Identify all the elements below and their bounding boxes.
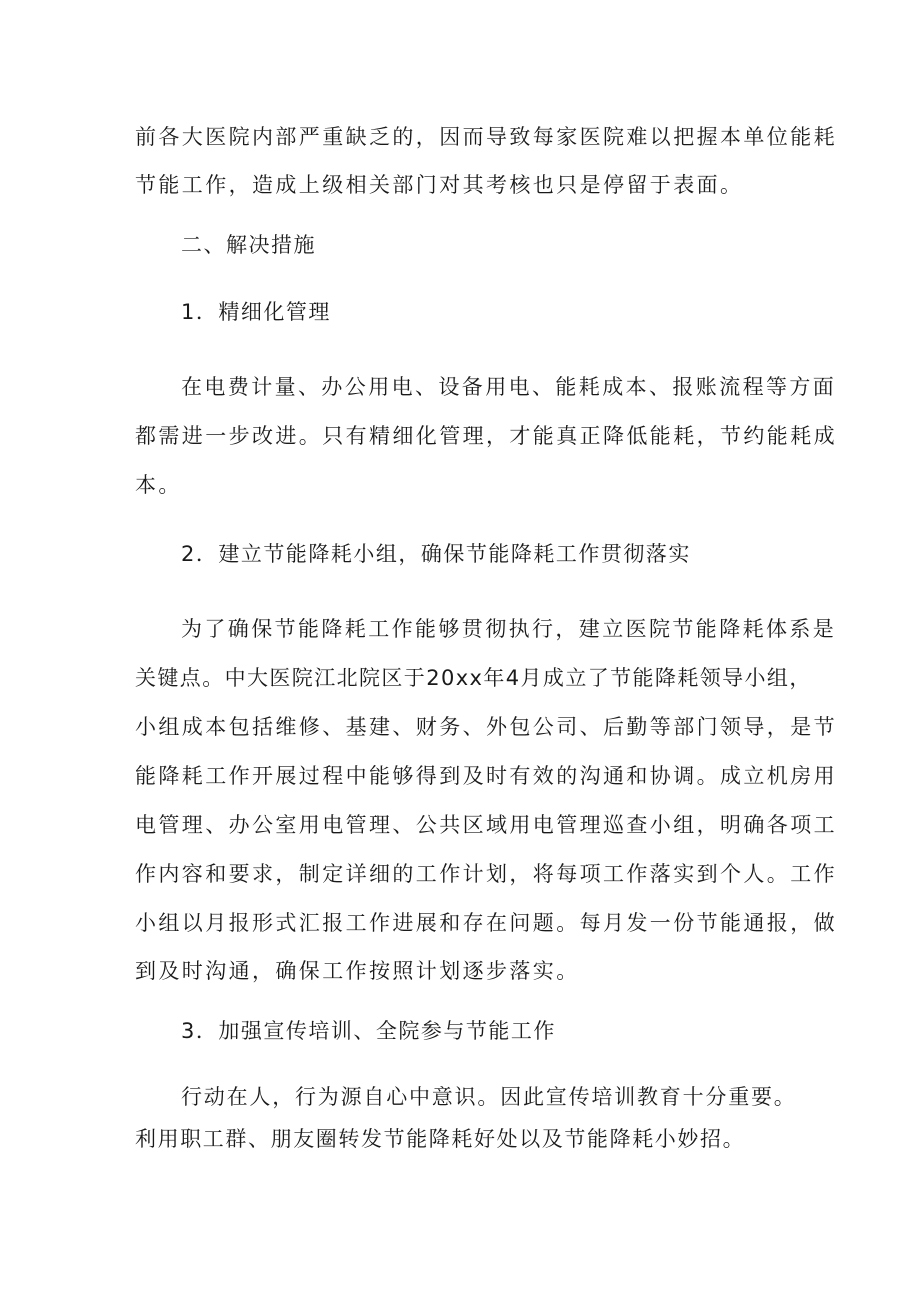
paragraph-line: 利用职工群、朋友圈转发节能降耗好处以及节能降耗小妙招。 <box>135 1127 746 1151</box>
paragraph-line: 作内容和要求，制定详细的工作计划，将每项工作落实到个人。工作 <box>135 862 837 886</box>
paragraph-line: 行动在人，行为源自心中意识。因此宣传培训教育十分重要。 <box>181 1085 797 1109</box>
item-2-heading: 2．建立节能降耗小组，确保节能降耗工作贯彻落实 <box>181 542 691 566</box>
paragraph-line: 为了确保节能降耗工作能够贯彻执行，建立医院节能降耗体系是 <box>181 617 837 641</box>
paragraph-line: 到及时沟通，确保工作按照计划逐步落实。 <box>135 959 580 983</box>
paragraph-line: 前各大医院内部严重缺乏的，因而导致每家医院难以把握本单位能耗 <box>135 125 837 149</box>
paragraph-line: 电管理、办公室用电管理、公共区域用电管理巡查小组，明确各项工 <box>135 813 837 837</box>
section-heading: 二、解决措施 <box>181 233 316 257</box>
item-3-heading: 3．加强宣传培训、全院参与节能工作 <box>181 1019 556 1043</box>
paragraph-line: 关键点。中大医院江北院区于20xx年4月成立了节能降耗领导小组， <box>135 666 812 690</box>
paragraph-line: 小组成本包括维修、基建、财务、外包公司、后勤等部门领导，是节 <box>135 715 837 739</box>
paragraph-line: 小组以月报形式汇报工作进展和存在问题。每月发一份节能通报，做 <box>135 911 837 935</box>
paragraph-line: 在电费计量、办公用电、设备用电、能耗成本、报账流程等方面 <box>181 375 837 399</box>
item-1-heading: 1．精细化管理 <box>181 300 331 324</box>
paragraph-line: 本。 <box>135 473 182 497</box>
paragraph-line: 都需进一步改进。只有精细化管理，才能真正降低能耗，节约能耗成 <box>135 424 837 448</box>
paragraph-line: 节能工作，造成上级相关部门对其考核也只是停留于表面。 <box>135 173 744 197</box>
paragraph-line: 能降耗工作开展过程中能够得到及时有效的沟通和协调。成立机房用 <box>135 764 837 788</box>
